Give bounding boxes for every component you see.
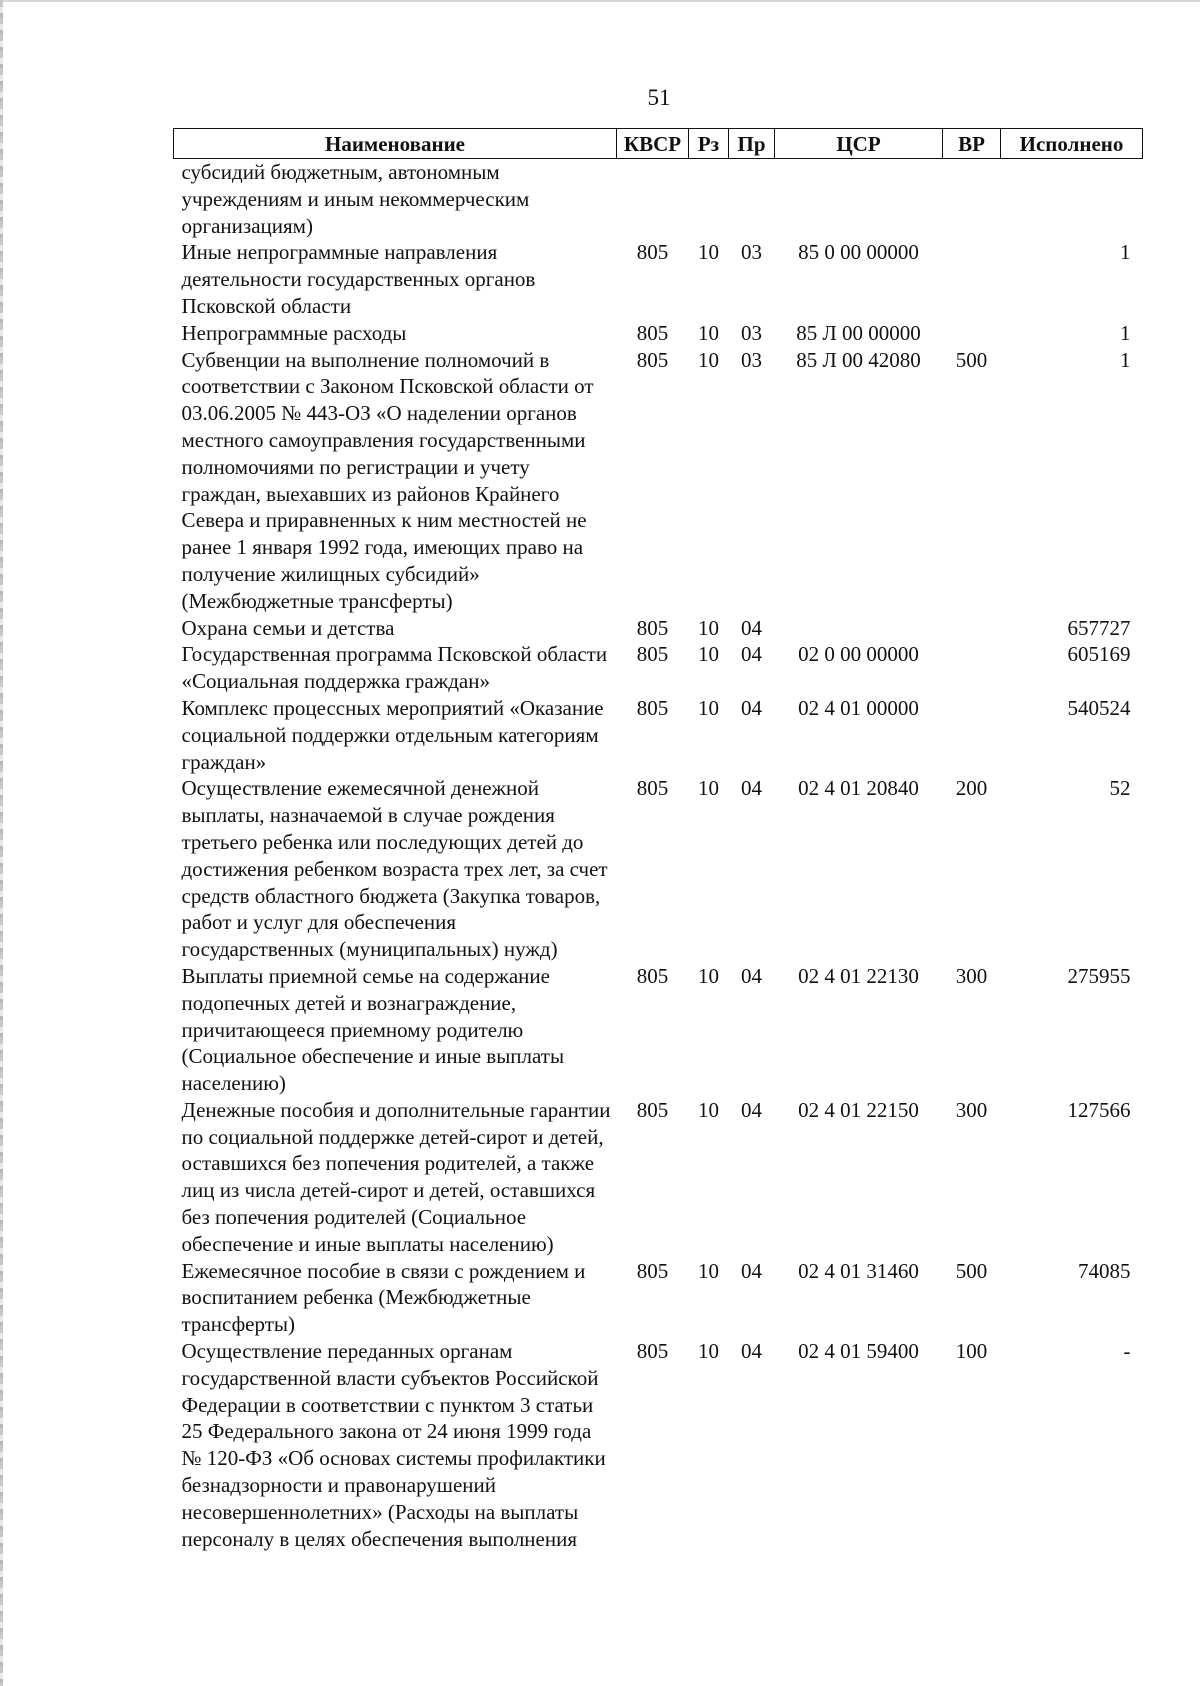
header-name: Наименование bbox=[174, 129, 617, 159]
cell-done: 1 bbox=[1120, 240, 1131, 265]
cell-done: 657727 bbox=[1067, 615, 1131, 640]
cell-csr bbox=[775, 615, 943, 642]
cell-rz: 10 bbox=[698, 1097, 719, 1122]
table-row bbox=[174, 615, 1143, 642]
cell-pr: 04 bbox=[741, 695, 762, 720]
cell-name: Иные непрограммные направления деятельности государственных органов Псковской области bbox=[181, 240, 536, 318]
cell-done: 275955 bbox=[1067, 963, 1131, 988]
cell-csr: 02 4 01 22130 bbox=[798, 963, 919, 988]
header-rz: Рз bbox=[689, 129, 729, 159]
cell-csr: 02 4 01 00000 bbox=[798, 695, 919, 720]
budget-table bbox=[173, 128, 1143, 1552]
cell-kvsr: 805 bbox=[636, 695, 669, 720]
cell-csr: 02 4 01 22150 bbox=[798, 1097, 919, 1122]
cell-pr: 04 bbox=[741, 1339, 762, 1364]
cell-kvsr: 805 bbox=[636, 1258, 669, 1283]
page-number: 51 bbox=[647, 85, 671, 110]
cell-vr: 500 bbox=[955, 1258, 988, 1283]
cell-rz: 10 bbox=[698, 347, 719, 372]
table-row bbox=[174, 1097, 1143, 1258]
cell-name: Государственная программа Псковской области «Социальная поддержка граждан» bbox=[181, 642, 608, 694]
cell-kvsr: 805 bbox=[636, 776, 669, 801]
table-row bbox=[174, 1338, 1143, 1552]
cell-rz: 10 bbox=[698, 1339, 719, 1364]
cell-rz: 10 bbox=[698, 615, 719, 640]
table-header-row bbox=[174, 129, 1143, 159]
table-row bbox=[174, 695, 1143, 775]
table-row bbox=[174, 641, 1143, 695]
cell-csr: 02 4 01 31460 bbox=[798, 1258, 919, 1283]
cell-pr: 04 bbox=[741, 776, 762, 801]
cell-kvsr: 805 bbox=[636, 320, 669, 345]
cell-vr: 100 bbox=[955, 1339, 988, 1364]
cell-name: Охрана семьи и детства bbox=[181, 615, 395, 640]
cell-done: 1 bbox=[1120, 320, 1131, 345]
header-done: Исполнено bbox=[1001, 129, 1143, 159]
cell-name: Осуществление ежемесячной денежной выплаты, назначаемой в случае рождения третьего ребенка или последующих детей до достижения ребенком возраста трех лет, за счет средств областного бюджета (Закупка товаров, работ и услуг для обеспечения государственных (муниципальных) нужд) bbox=[181, 776, 608, 962]
cell-csr bbox=[775, 159, 943, 240]
table-row bbox=[174, 775, 1143, 963]
cell-kvsr: 805 bbox=[636, 642, 669, 667]
cell-kvsr: 805 bbox=[636, 347, 669, 372]
cell-done: 605169 bbox=[1067, 642, 1131, 667]
table-row bbox=[174, 159, 1143, 240]
scan-top-edge bbox=[0, 0, 1200, 2]
cell-vr bbox=[943, 615, 1001, 642]
cell-vr bbox=[943, 239, 1001, 319]
cell-rz bbox=[689, 159, 729, 240]
cell-vr bbox=[943, 320, 1001, 347]
cell-kvsr: 805 bbox=[636, 1097, 669, 1122]
table-row bbox=[174, 963, 1143, 1097]
cell-pr: 04 bbox=[741, 642, 762, 667]
cell-name: субсидий бюджетным, автономным учреждениям и иным некоммерческим организациям) bbox=[181, 160, 530, 238]
cell-name: Денежные пособия и дополнительные гарантии по социальной поддержке детей-сирот и детей, оставшихся без попечения родителей, а также лиц из числа детей-сирот и детей, оставшихся без попечения родителей (Социальное обеспечение и иные выплаты населению) bbox=[181, 1097, 611, 1256]
header-pr: Пр bbox=[729, 129, 775, 159]
cell-csr: 02 0 00 00000 bbox=[798, 642, 919, 667]
cell-vr bbox=[943, 159, 1001, 240]
cell-rz: 10 bbox=[698, 1258, 719, 1283]
cell-pr bbox=[729, 159, 775, 240]
cell-csr: 02 4 01 20840 bbox=[798, 776, 919, 801]
cell-pr: 03 bbox=[741, 347, 762, 372]
cell-vr: 300 bbox=[955, 963, 988, 988]
cell-vr bbox=[943, 695, 1001, 775]
cell-kvsr: 805 bbox=[636, 240, 669, 265]
cell-name: Ежемесячное пособие в связи с рождением и воспитанием ребенка (Межбюджетные трансферты) bbox=[181, 1258, 586, 1337]
cell-name: Субвенции на выполнение полномочий в соответствии с Законом Псковской области от 03.06.2005 № 443-ОЗ «О наделении органов местного самоуправления государственными полномочиями по регистрации и учету граждан, выехавших из районов Крайнего Севера и приравненных к ним местностей не ранее 1 января 1992 года, имеющих право на получение жилищных субсидий» (Межбюджетные трансферты) bbox=[181, 347, 594, 613]
cell-pr: 04 bbox=[741, 1258, 762, 1283]
table-row bbox=[174, 239, 1143, 319]
cell-csr: 85 Л 00 42080 bbox=[796, 347, 921, 372]
cell-name: Осуществление переданных органам государственной власти субъектов Российской Федерации в соответствии с пунктом 3 статьи 25 Федерального закона от 24 июня 1999 года № 120-ФЗ «Об основах системы профилактики безнадзорности и правонарушений несовершеннолетних» (Расходы на выплаты персоналу в целях обеспечения выполнения bbox=[181, 1339, 606, 1551]
cell-csr: 02 4 01 59400 bbox=[798, 1339, 919, 1364]
cell-rz: 10 bbox=[698, 776, 719, 801]
cell-name: Выплаты приемной семье на содержание подопечных детей и вознаграждение, причитающееся приемному родителю (Социальное обеспечение и иные выплаты населению) bbox=[181, 963, 565, 1096]
scan-left-edge bbox=[0, 0, 3, 1686]
cell-pr: 04 bbox=[741, 963, 762, 988]
cell-done bbox=[1001, 159, 1143, 240]
cell-kvsr: 805 bbox=[636, 963, 669, 988]
cell-vr: 200 bbox=[955, 776, 988, 801]
cell-kvsr: 805 bbox=[636, 615, 669, 640]
cell-pr: 03 bbox=[741, 240, 762, 265]
cell-name: Комплекс процессных мероприятий «Оказание социальной поддержки отдельным категориям граждан» bbox=[181, 695, 604, 774]
cell-rz: 10 bbox=[698, 240, 719, 265]
cell-rz: 10 bbox=[698, 642, 719, 667]
cell-done: 52 bbox=[1109, 776, 1131, 801]
cell-rz: 10 bbox=[698, 320, 719, 345]
cell-name: Непрограммные расходы bbox=[181, 320, 407, 345]
table-row bbox=[174, 320, 1143, 347]
cell-vr: 500 bbox=[955, 347, 988, 372]
table-row bbox=[174, 347, 1143, 615]
cell-vr bbox=[943, 641, 1001, 695]
table-body bbox=[174, 159, 1143, 1553]
header-csr: ЦСР bbox=[775, 129, 943, 159]
header-kvsr: КВСР bbox=[617, 129, 689, 159]
cell-vr: 300 bbox=[955, 1097, 988, 1122]
cell-pr: 03 bbox=[741, 320, 762, 345]
cell-done: - bbox=[1123, 1339, 1131, 1364]
table-header bbox=[174, 129, 1143, 159]
cell-csr: 85 0 00 00000 bbox=[798, 240, 919, 265]
cell-csr: 85 Л 00 00000 bbox=[796, 320, 921, 345]
table-row bbox=[174, 1258, 1143, 1338]
cell-rz: 10 bbox=[698, 963, 719, 988]
cell-done: 74085 bbox=[1078, 1258, 1131, 1283]
cell-pr: 04 bbox=[741, 615, 762, 640]
cell-kvsr: 805 bbox=[636, 1339, 669, 1364]
cell-rz: 10 bbox=[698, 695, 719, 720]
cell-done: 127566 bbox=[1067, 1097, 1131, 1122]
cell-done: 1 bbox=[1120, 347, 1131, 372]
cell-done: 540524 bbox=[1067, 695, 1131, 720]
header-vr: ВР bbox=[943, 129, 1001, 159]
cell-kvsr bbox=[617, 159, 689, 240]
cell-pr: 04 bbox=[741, 1097, 762, 1122]
